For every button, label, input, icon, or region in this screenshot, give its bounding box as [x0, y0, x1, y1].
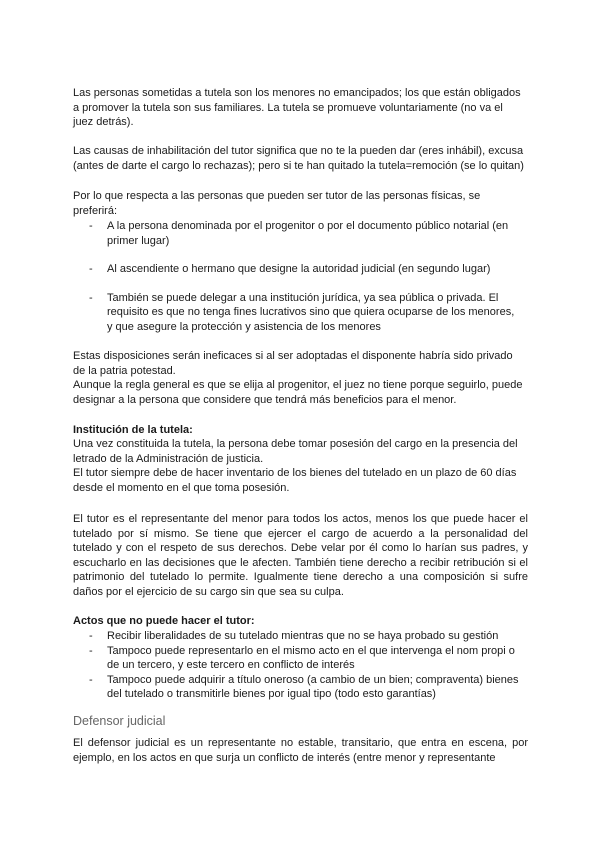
text-line: a promover la tutela son sus familiares. La tutela se promueve voluntariamente (no va el: [73, 101, 503, 114]
text-line: letrado de la Administración de justicia.: [73, 452, 264, 465]
paragraph-disposiciones: [73, 349, 528, 407]
dash-bullet: -: [89, 673, 93, 686]
text-line: Tampoco puede adquirir a título oneroso (a cambio de un bien; compraventa) bienes: [107, 673, 519, 686]
text-line: preferirá:: [73, 204, 118, 217]
dash-bullet: -: [89, 630, 93, 642]
text-line: Las personas sometidas a tutela son los menores no emancipados; los que están obligados: [73, 87, 521, 99]
text-line: de un tercero, y este tercero en conflicto de interés: [107, 659, 355, 671]
text-line: primer lugar): [107, 234, 170, 247]
paragraph-preferencia: [73, 189, 528, 218]
text-line: del tutelado o transmitirle bienes por igual tipo (todo esto garantías): [107, 688, 436, 700]
preference-list: [73, 219, 528, 334]
prohibited-acts-list: [73, 629, 528, 702]
text-line: Estas disposiciones serán ineficaces si al ser adoptadas el disponente habría sido privado: [73, 350, 513, 362]
text-line: de la patria potestad.: [73, 364, 176, 377]
dash-bullet: -: [89, 263, 93, 275]
text-line: y que asegure la protección y asistencia de los menores: [107, 320, 381, 333]
paragraph-representante: El tutor es el representante del menor para todos los actos, menos los que puede hacer el tutelado por sí mismo. Se tiene que ejercer el cargo de acuerdo a la personalidad del tutelado y con el respeto de sus derechos. Debe velar por él como lo harían sus padres, y escucharlo en las decisiones que le afecten. También tiene derecho a recibir retribución si el patrimonio del tutelado lo permite. Igualmente tiene derecho a una composición si sufre daños por el ejercicio de su cargo sin que sea su culpa.: [73, 513, 528, 598]
list-item: [73, 291, 528, 335]
text-line: El tutor siempre debe de hacer inventario de los bienes del tutelado en un plazo de 60 días: [73, 467, 517, 479]
text-line: También se puede delegar a una institución jurídica, ya sea pública o privada. El: [107, 291, 499, 304]
list-item: [73, 673, 528, 702]
text-line: requisito es que no tenga fines lucrativos sino que quiera ocuparse de los menores,: [107, 306, 515, 318]
text-line: Aunque la regla general es que se elija al progenitor, el juez no tiene porque seguirlo, puede: [73, 379, 523, 391]
dash-bullet: -: [89, 220, 93, 232]
paragraph-inhabilitacion: [73, 144, 528, 173]
dash-bullet: -: [89, 644, 93, 657]
list-item: [73, 629, 528, 644]
text-line: desde el momento en el que toma posesión.: [73, 481, 290, 494]
list-item: [73, 219, 528, 248]
list-item: [73, 262, 528, 277]
paragraph-posesion: [73, 437, 528, 495]
section-heading-actos: Actos que no puede hacer el tutor:: [73, 615, 255, 627]
text-line: Una vez constituida la tutela, la persona debe tomar posesión del cargo en la presencia del: [73, 438, 518, 450]
text-line: Tampoco puede representarlo en el mismo acto en el que intervenga el nom propi o: [107, 644, 515, 657]
text-line: (antes de darte el cargo lo rechazas); pero si te han quitado la tutela=remoción (se lo quitan): [73, 159, 524, 172]
paragraph-tutela-personas: [73, 86, 528, 130]
section-heading-defensor: Defensor judicial: [73, 714, 166, 728]
text-line: Las causas de inhabilitación del tutor significa que no te la pueden dar (eres inhábil), excusa: [73, 145, 524, 157]
section-heading-institucion: Institución de la tutela:: [73, 424, 193, 436]
text-line: Recibir liberalidades de su tutelado mientras que no se haya probado su gestión: [107, 630, 499, 642]
text-line: Por lo que respecta a las personas que pueden ser tutor de las personas físicas, se: [73, 190, 481, 202]
paragraph-defensor: El defensor judicial es un representante no estable, transitario, que entra en escena, por ejemplo, en los actos en que surja un conflicto de interés (entre menor y representante: [73, 737, 528, 764]
dash-bullet: -: [89, 291, 93, 304]
text-line: juez detrás).: [73, 116, 134, 128]
text-line: A la persona denominada por el progenitor o por el documento público notarial (en: [107, 220, 509, 232]
list-item: [73, 644, 528, 673]
text-line: Al ascendiente o hermano que designe la autoridad judicial (en segundo lugar): [107, 263, 491, 275]
text-line: designar a la persona que considere que tendrá más beneficios para el menor.: [73, 393, 457, 406]
